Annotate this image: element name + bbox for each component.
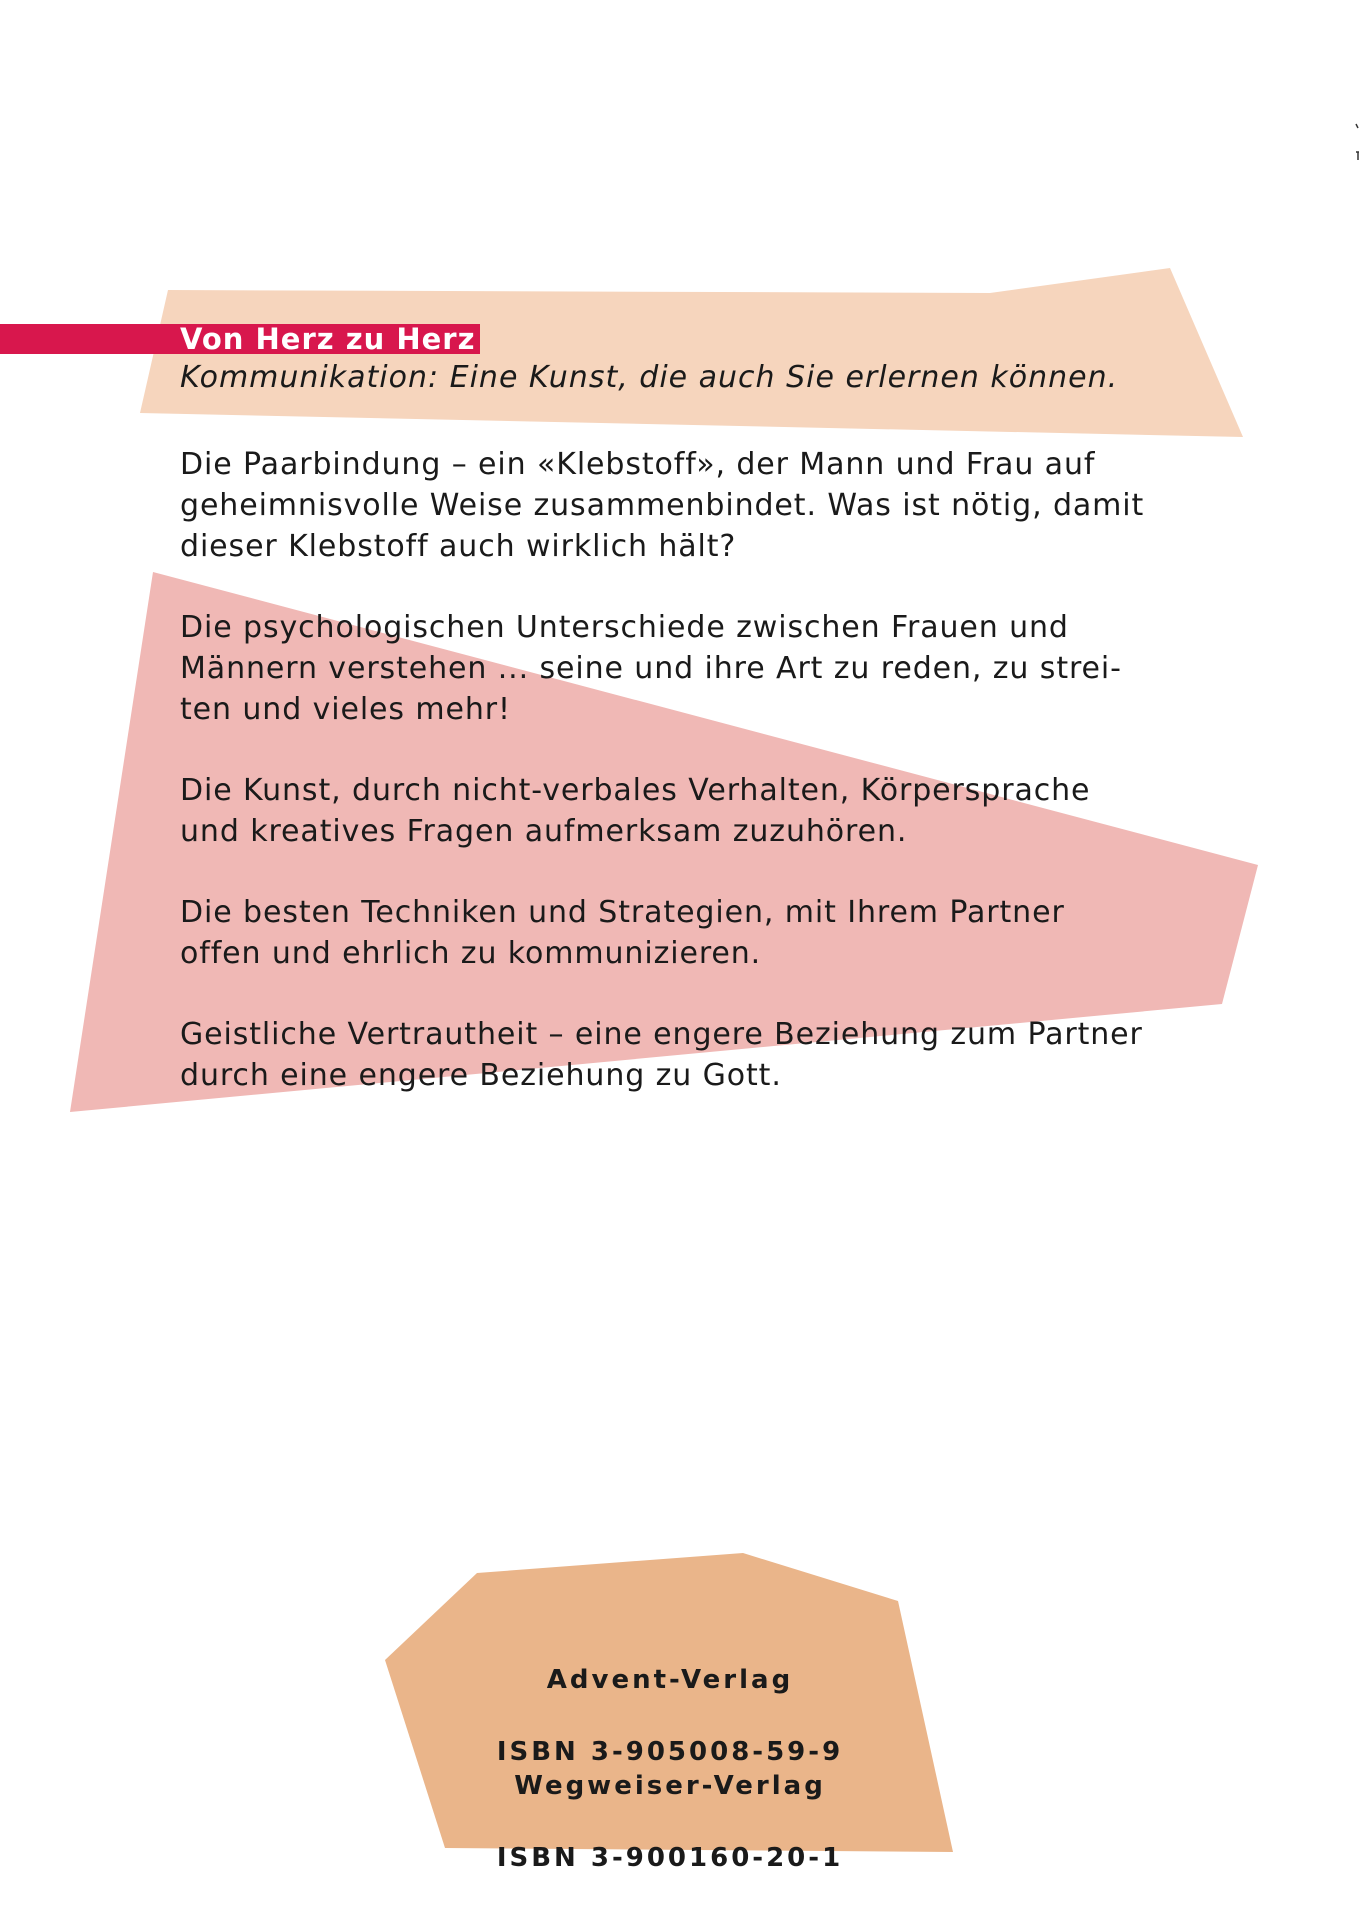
paragraph-vertrautheit: Geistliche Vertrautheit – eine engere Beziehung zum Partner durch eine engere Beziehung zu Gott. xyxy=(180,1017,1143,1093)
corner-crop-mark xyxy=(1352,122,1360,162)
publisher-name: Advent-Verlag xyxy=(546,1665,794,1695)
page-subtitle: Kommunikation: Eine Kunst, die auch Sie erlernen können. xyxy=(180,360,1119,395)
publisher-isbn: ISBN 3-900160-20-1 xyxy=(496,1843,844,1873)
page-title: Von Herz zu Herz xyxy=(180,322,476,356)
paragraph-paarbindung: Die Paarbindung – ein «Klebstoff», der Mann und Frau auf geheimnisvolle Weise zusammenbindet. Was ist nötig, damit dieser Klebstoff auch wirklich hält? xyxy=(180,447,1145,564)
paragraph-techniken: Die besten Techniken und Strategien, mit Ihrem Partner offen und ehrlich zu kommunizieren. xyxy=(180,895,1065,971)
publisher-wegweiser xyxy=(470,1732,870,1912)
publisher-isbn: ISBN 3-905008-59-9 xyxy=(496,1737,844,1767)
paragraph-unterschiede: Die psychologischen Unterschiede zwischen Frauen und Männern verstehen ... seine und ihre Art zu reden, zu strei- ten und vieles mehr! xyxy=(180,610,1122,727)
paragraph-kunst-zuhoeren: Die Kunst, durch nicht-verbales Verhalten, Körpersprache und kreatives Fragen aufmerksam zuzuhören. xyxy=(180,773,1091,849)
publisher-name: Wegweiser-Verlag xyxy=(514,1771,826,1801)
